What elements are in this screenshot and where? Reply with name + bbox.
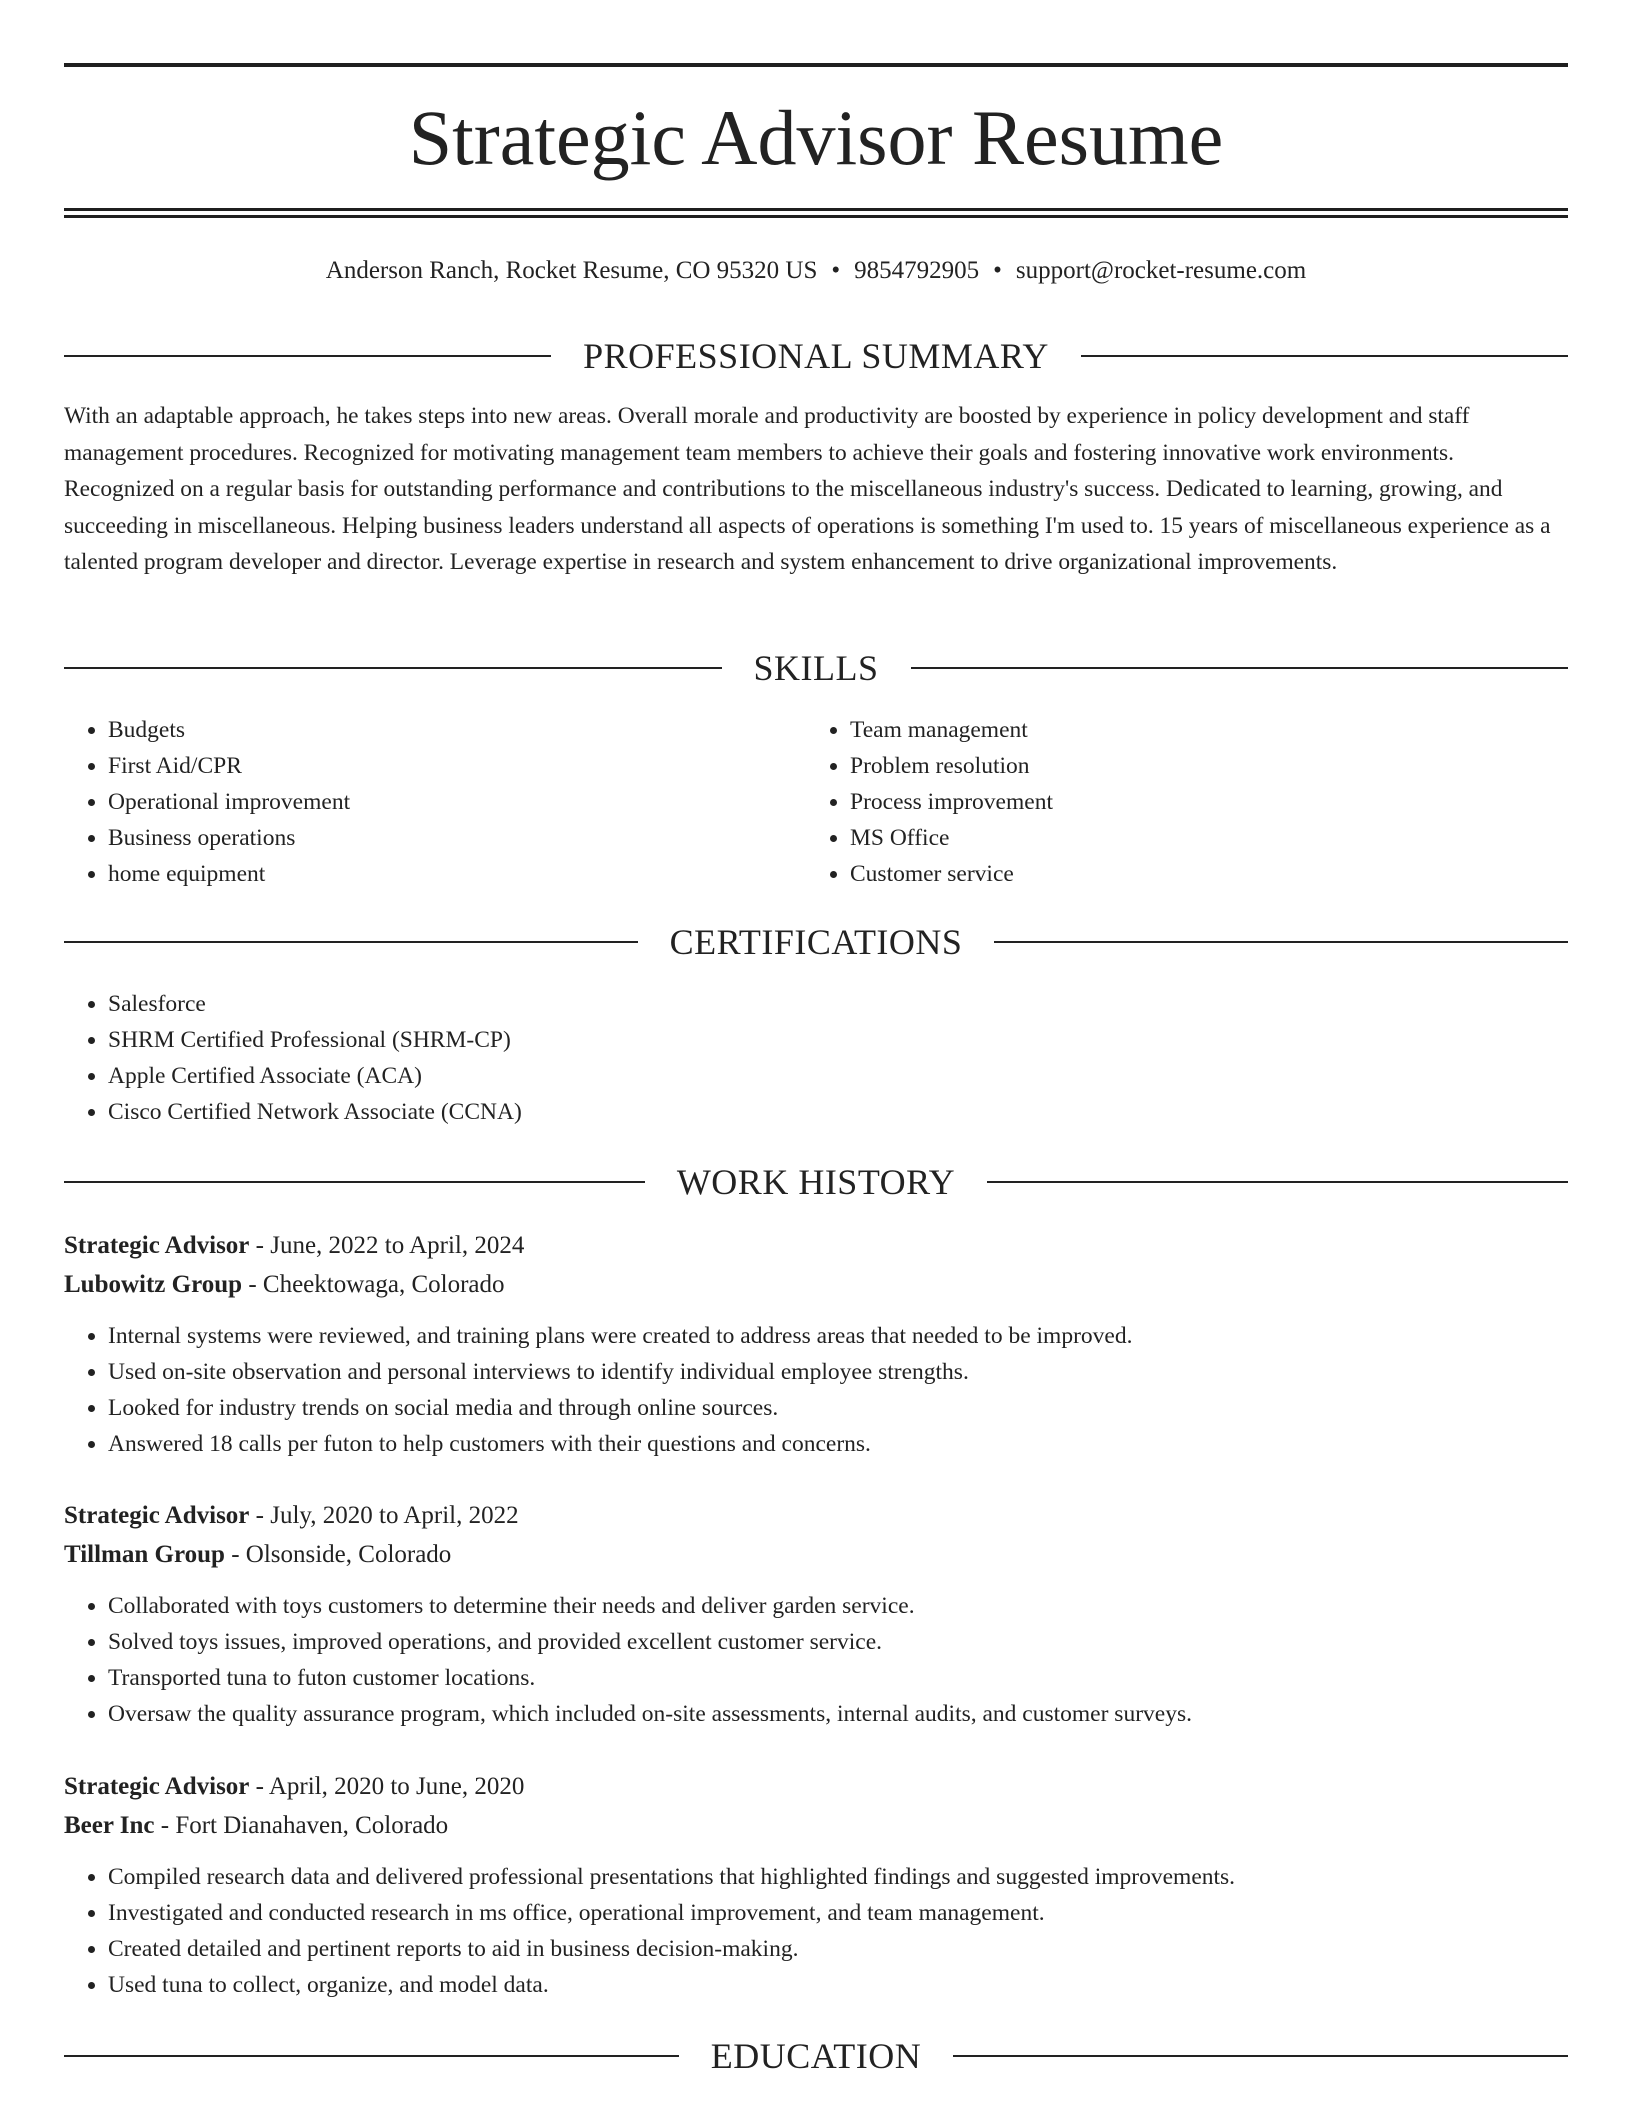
job-location: - Fort Dianahaven, Colorado — [154, 1812, 449, 1839]
job-company-line — [64, 1265, 1568, 1304]
heading-rule — [987, 1181, 1568, 1183]
skill-item: • Problem resolution — [850, 748, 1548, 784]
contact-phone: 9854792905 — [854, 257, 980, 284]
job-bullets — [64, 1318, 1568, 1462]
job-dates: - July, 2020 to April, 2022 — [249, 1502, 519, 1529]
job-bullet: • Compiled research data and delivered professional presentations that highlighted findings and suggested improvements. — [108, 1859, 1568, 1895]
contact-email[interactable]: support@rocket-resume.com — [1015, 257, 1307, 284]
skill-item: • Process improvement — [850, 784, 1548, 820]
job-title: Strategic Advisor — [64, 1502, 250, 1529]
certification-item: • SHRM Certified Professional (SHRM-CP) — [108, 1022, 1568, 1058]
section-title: PROFESSIONAL SUMMARY — [583, 336, 1049, 376]
job-bullet: • Transported tuna to futon customer locations. — [108, 1660, 1568, 1696]
job-bullet: • Used tuna to collect, organize, and model data. — [108, 1967, 1568, 2003]
job-bullet: • Internal systems were reviewed, and training plans were created to address areas that needed to be improved. — [108, 1318, 1568, 1354]
job-dates: - April, 2020 to June, 2020 — [249, 1773, 525, 1800]
section-heading-work-history — [64, 1160, 1568, 1204]
heading-rule — [994, 941, 1568, 943]
heading-rule — [1081, 355, 1568, 357]
title-rule-lower — [64, 215, 1568, 218]
certification-item: • Apple Certified Associate (ACA) — [108, 1058, 1568, 1094]
job-bullet: • Used on-site observation and personal interviews to identify individual employee strengths. — [108, 1354, 1568, 1390]
heading-rule — [64, 355, 551, 357]
certification-item: • Salesforce — [108, 986, 1568, 1022]
job-company-line — [64, 1535, 1568, 1574]
job-dates: - June, 2022 to April, 2024 — [249, 1232, 525, 1259]
certification-item: • Cisco Certified Network Associate (CCNA) — [108, 1094, 1568, 1130]
resume-title: Strategic Advisor Resume — [408, 94, 1224, 181]
contact-separator: • — [831, 257, 841, 284]
job-company: Beer Inc — [64, 1812, 155, 1839]
section-heading-summary — [64, 334, 1568, 378]
heading-rule — [64, 941, 638, 943]
job-bullet: • Investigated and conducted research in ms office, operational improvement, and team management. — [108, 1895, 1568, 1931]
skills-list — [64, 712, 1568, 892]
skill-item: • MS Office — [850, 820, 1548, 856]
heading-rule — [64, 667, 722, 669]
contact-address: Anderson Ranch, Rocket Resume, CO 95320 US — [325, 257, 818, 284]
heading-rule — [911, 667, 1569, 669]
skills-column-left — [64, 712, 806, 892]
title-rule-upper — [64, 208, 1568, 211]
skill-item: • Team management — [850, 712, 1548, 748]
top-rule — [64, 63, 1568, 67]
certifications-list — [64, 986, 1568, 1130]
section-heading-certifications — [64, 920, 1568, 964]
job-bullet: • Answered 18 calls per futon to help customers with their questions and concerns. — [108, 1426, 1568, 1462]
job-bullet: • Solved toys issues, improved operations, and provided excellent customer service. — [108, 1624, 1568, 1660]
skill-item: • Budgets — [108, 712, 806, 748]
contact-separator: • — [993, 257, 1002, 284]
section-heading-skills — [64, 646, 1568, 690]
job-title-line — [64, 1226, 1568, 1265]
job-bullet: • Oversaw the quality assurance program, which included on-site assessments, internal audits, and customer surveys. — [108, 1696, 1568, 1732]
skill-item: • First Aid/CPR — [108, 748, 806, 784]
job-title: Strategic Advisor — [64, 1232, 250, 1259]
skill-item: • Operational improvement — [108, 784, 806, 820]
job-company: Lubowitz Group — [64, 1271, 243, 1298]
job-location: - Cheektowaga, Colorado — [242, 1271, 505, 1298]
section-title: CERTIFICATIONS — [669, 922, 963, 962]
job-bullets — [64, 1859, 1568, 2003]
job-company: Tillman Group — [64, 1541, 225, 1568]
heading-rule — [953, 2055, 1568, 2057]
job-bullet: • Collaborated with toys customers to determine their needs and deliver garden service. — [108, 1588, 1568, 1624]
skill-item: • Business operations — [108, 820, 806, 856]
job-title: Strategic Advisor — [64, 1773, 250, 1800]
job-entry — [64, 1226, 1568, 1462]
job-bullet: • Created detailed and pertinent reports to aid in business decision-making. — [108, 1931, 1568, 1967]
section-heading-education — [64, 2034, 1568, 2078]
job-bullet: • Looked for industry trends on social media and through online sources. — [108, 1390, 1568, 1426]
skills-column-right — [806, 712, 1548, 892]
job-title-line — [64, 1767, 1568, 1806]
heading-rule — [64, 1181, 645, 1183]
skill-item: • home equipment — [108, 856, 806, 892]
job-title-line — [64, 1496, 1568, 1535]
section-title: EDUCATION — [710, 2036, 922, 2076]
job-entry — [64, 1496, 1568, 1732]
job-location: - Olsonside, Colorado — [224, 1541, 452, 1568]
summary-paragraph: With an adaptable approach, he takes steps into new areas. Overall morale and productivity are boosted by experience in policy development and staff management procedures. Recognized for motivating management team members to achieve their goals and fostering innovative work environments. Recognized on a regular basis for outstanding performance and contributions to the miscellaneous industry's success. Dedicated to learning, growing, and succeeding in miscellaneous. Helping business leaders understand all aspects of operations is something I'm used to. 15 years of miscellaneous experience as a talented program developer and director. Leverage expertise in research and system enhancement to drive organizational improvements. — [64, 403, 1551, 575]
heading-rule — [64, 2055, 679, 2057]
section-title: SKILLS — [753, 648, 879, 688]
skill-item: • Customer service — [850, 856, 1548, 892]
contact-line — [64, 254, 1568, 288]
job-entry — [64, 1767, 1568, 2003]
job-company-line — [64, 1806, 1568, 1845]
section-title: WORK HISTORY — [676, 1162, 956, 1202]
job-bullets — [64, 1588, 1568, 1732]
